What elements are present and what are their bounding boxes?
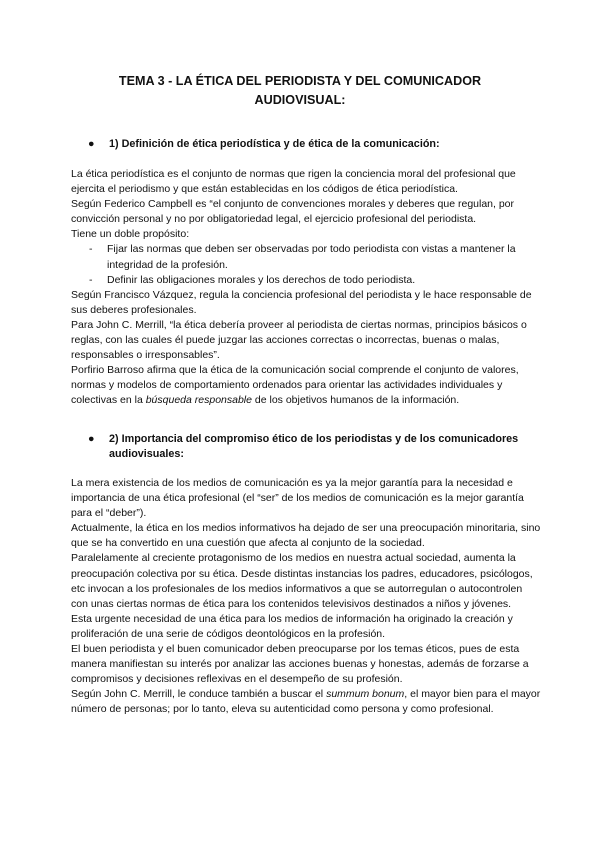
section-2-body [71,476,541,718]
italic-phrase: summum bonum [326,688,405,701]
section-1-heading-text: 1) Definición de ética periodística y de ética de la comunicación: [109,138,440,150]
paragraph: El buen periodista y el buen comunicador deben preocuparse por los temas éticos, pues de esta manera manifiestan su interés por analizar las acciones buenas y honestas, además de forzarse a compromisos y decisiones reflexivas en el desempeño de su profesión. [71,643,529,686]
paragraph [71,363,541,408]
paragraph: La ética periodística es el conjunto de normas que rigen la conciencia moral del profesional que ejercita el periodismo y que están establecidas en los códigos de ética periodística. [71,168,516,196]
text-span: Porfirio Barroso afirma que la ética de la comunicación social comprende el conjunto de valores, normas y modelos de comportamiento ordenados para orientar las actividades individuales y colectivas en la [71,364,519,407]
paragraph: La mera existencia de los medios de comunicación es ya la mejor garantía para la necesidad e importancia de una ética profesional (el “ser” de los medios de comunicación es la mejor garantía para el “deber”). [71,477,524,520]
list-item [71,242,541,272]
page-title [60,72,540,110]
list-item-text: Definir las obligaciones morales y los derechos de todo periodista. [107,273,416,286]
paragraph: Actualmente, la ética en los medios informativos ha dejado de ser una preocupación minoritaria, sino que se ha convertido en una cuestión que afecta al conjunto de la sociedad. [71,522,541,550]
bullet-icon: ● [88,138,95,150]
text-span: de los objetivos humanos de la información. [251,394,460,407]
section-1-body [71,167,541,409]
title-line-1: TEMA 3 - LA ÉTICA DEL PERIODISTA Y DEL COMUNICADOR [118,74,482,88]
italic-phrase: búsqueda responsable [145,394,252,407]
paragraph: Tiene un doble propósito: [71,228,190,241]
title-line-2: AUDIOVISUAL: [254,93,346,107]
text-span: Según John C. Merrill, le conduce también a buscar el [71,688,327,701]
list-item-text: Fijar las normas que deben ser observadas por todo periodista con vistas a mantener la integridad de la profesión. [107,243,516,271]
paragraph: Según Francisco Vázquez, regula la conciencia profesional del periodista y le hace responsable de sus deberes profesionales. [71,288,532,316]
bullet-icon: ● [88,433,95,445]
text-span: , el mayor bien para el mayor número de personas; por lo tanto, eleva su autenticidad como persona y como profesional. [71,688,541,716]
dash-marker: - [89,243,93,256]
section-2-heading [88,432,558,461]
paragraph: Para John C. Merrill, “la ética debería proveer al periodista de ciertas normas, principios básicos o reglas, con las cuales él puede juzgar las acciones correctas o incorrectas, buenas o malas, responsables o irresponsables”. [71,318,527,362]
paragraph [71,687,541,717]
section-1-heading [88,137,558,152]
section-2-heading-text: 2) Importancia del compromiso ético de los periodistas y de los comunicadores audiovisuales: [109,433,519,460]
dash-marker: - [89,273,93,286]
paragraph: Esta urgente necesidad de una ética para los medios de información ha originado la creación y proliferación de una serie de códigos deontológicos en la profesión. [71,612,513,640]
list-item [71,273,541,288]
paragraph: Paralelamente al creciente protagonismo de los medios en nuestra actual sociedad, aumenta la preocupación colectiva por su ética. Desde distintas instancias los padres, educadores, psicólogos, etc invocan a los profesionales de los medios informativos a que se autorregulan o autocontrolen con unas ciertas normas de ética para los contenidos televisivos destinados a niños y jóvenes. [71,552,533,610]
paragraph: Según Federico Campbell es “el conjunto de convenciones morales y deberes que regulan, por convicción personal y no por obligatoriedad legal, el ejercicio profesional del periodista. [71,198,515,226]
